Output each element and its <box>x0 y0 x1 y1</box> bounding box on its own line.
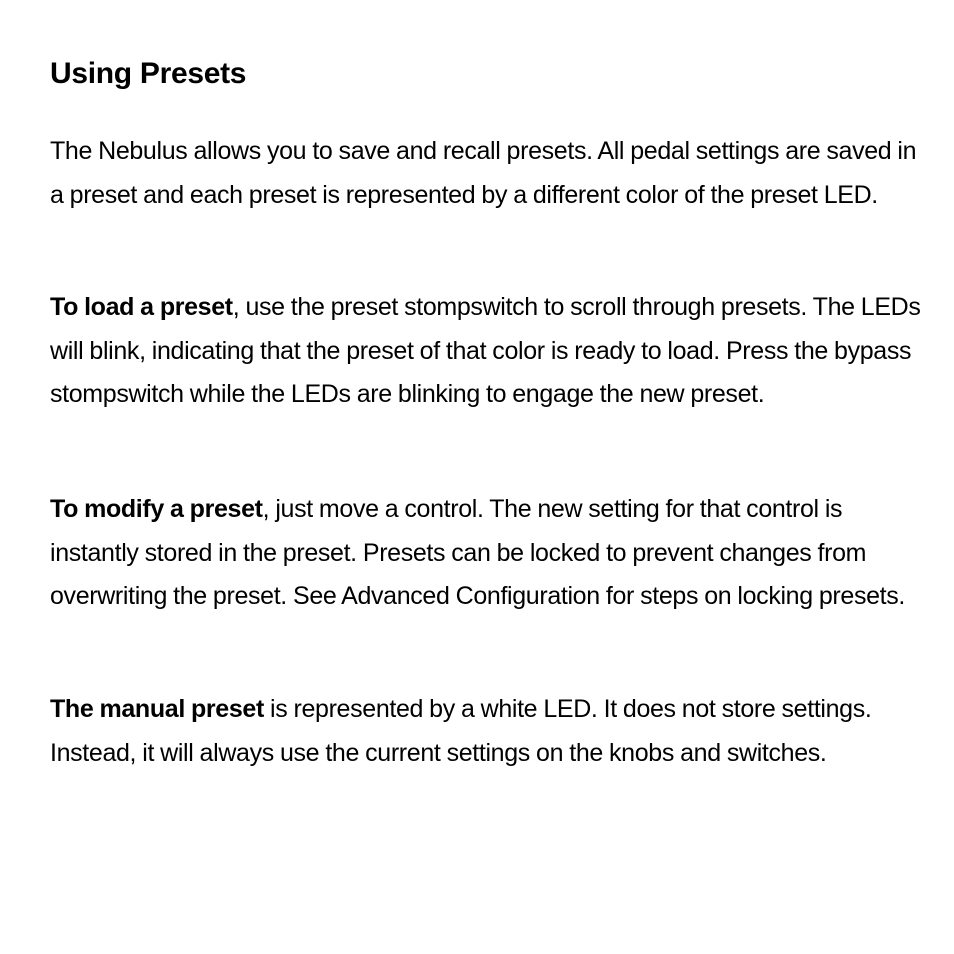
modify-preset-lead: To modify a preset <box>50 495 263 523</box>
modify-preset-paragraph <box>50 488 930 619</box>
modify-preset-text: , just move a control. The new setting for that control is instantly stored in the preset. Presets can be locked to prevent changes from overwriting the preset. See Advanced Configuration for steps on locking presets. <box>50 495 906 610</box>
manual-preset-lead: The manual preset <box>50 695 264 723</box>
load-preset-paragraph <box>50 286 930 417</box>
manual-preset-text: is represented by a white LED. It does not store settings. Instead, it will always use the current settings on the knobs and switches. <box>50 695 872 767</box>
load-preset-text: , use the preset stompswitch to scroll through presets. The LEDs will blink, indicating that the preset of that color is ready to load. Press the bypass stompswitch while the LEDs are blinking to engage the new preset. <box>50 293 921 408</box>
page-title: Using Presets <box>50 57 247 90</box>
intro-paragraph: The Nebulus allows you to save and recall presets. All pedal settings are saved in a preset and each preset is represented by a different color of the preset LED. <box>50 137 917 209</box>
load-preset-lead: To load a preset <box>50 293 233 321</box>
manual-preset-paragraph <box>50 688 930 775</box>
